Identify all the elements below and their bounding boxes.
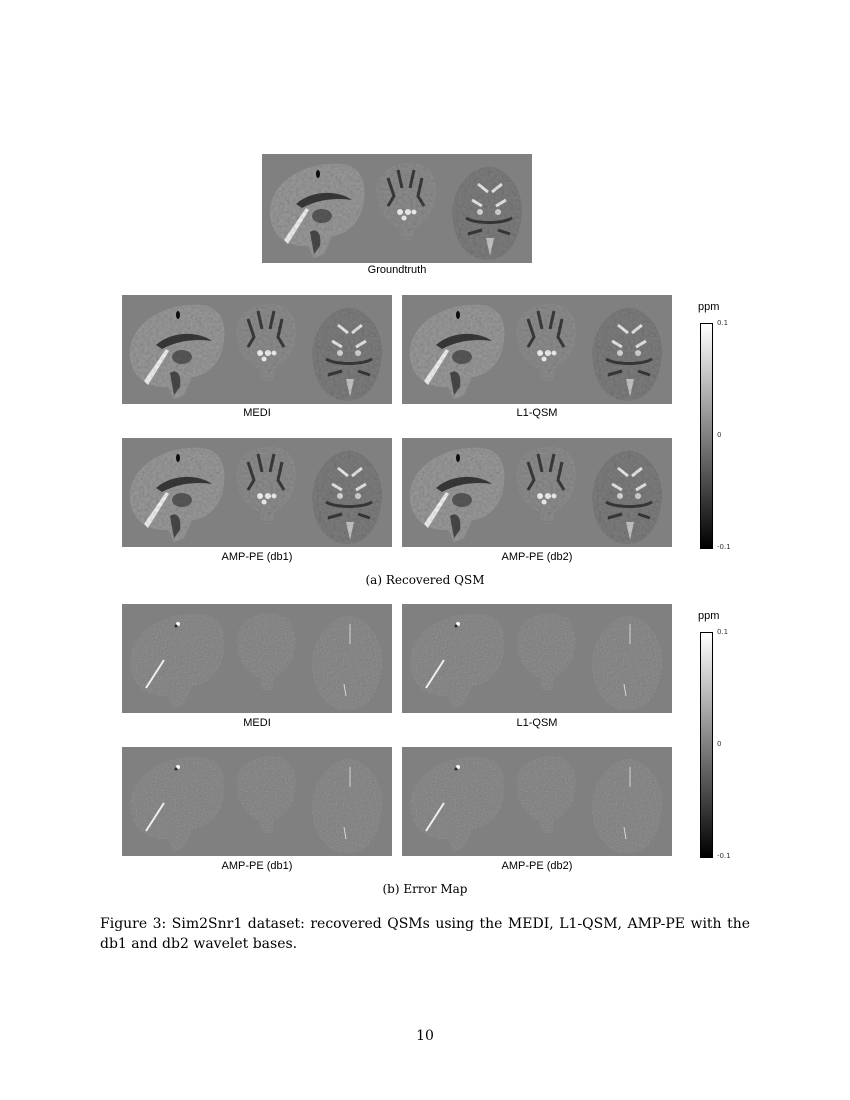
figure-caption: Figure 3: Sim2Snr1 dataset: recovered QSMs using the MEDI, L1-QSM, AMP-PE with the db1 and db2 wavelet bases. bbox=[100, 916, 750, 952]
ampdb1-error-label: AMP-PE (db1) bbox=[221, 860, 293, 872]
ampdb1-recovered-image bbox=[122, 438, 392, 547]
error-slices bbox=[402, 604, 672, 713]
l1qsm-recovered-image bbox=[402, 295, 672, 404]
l1qsm-error-label: L1-QSM bbox=[516, 717, 558, 729]
error-slices bbox=[402, 747, 672, 856]
subcaption-a: (a) Recovered QSM bbox=[365, 573, 485, 587]
brain-slices bbox=[122, 295, 392, 404]
brain-slices bbox=[402, 438, 672, 547]
ampdb1-recovered-label: AMP-PE (db1) bbox=[221, 551, 293, 563]
ampdb2-recovered-label: AMP-PE (db2) bbox=[501, 551, 573, 563]
colorbar-b-tick-max: 0.1 bbox=[717, 628, 729, 636]
ampdb2-error-label: AMP-PE (db2) bbox=[501, 860, 573, 872]
brain-slices bbox=[262, 154, 532, 263]
colorbar-b bbox=[700, 632, 713, 858]
colorbar-a bbox=[700, 323, 713, 549]
colorbar-b-tick-zero: 0 bbox=[717, 740, 722, 748]
medi-recovered-image bbox=[122, 295, 392, 404]
l1qsm-recovered-label: L1-QSM bbox=[516, 407, 558, 419]
error-slices bbox=[122, 747, 392, 856]
colorbar-a-tick-max: 0.1 bbox=[717, 319, 729, 327]
groundtruth-label: Groundtruth bbox=[367, 264, 427, 276]
colorbar-b-tick-min: -0.1 bbox=[717, 852, 731, 860]
groundtruth-image bbox=[262, 154, 532, 263]
ampdb2-recovered-image bbox=[402, 438, 672, 547]
error-slices bbox=[122, 604, 392, 713]
colorbar-unit-b: ppm bbox=[698, 610, 720, 622]
brain-slices bbox=[122, 438, 392, 547]
ampdb2-error-image bbox=[402, 747, 672, 856]
subcaption-b: (b) Error Map bbox=[382, 882, 468, 896]
medi-error-label: MEDI bbox=[243, 717, 271, 729]
medi-recovered-label: MEDI bbox=[243, 407, 271, 419]
medi-error-image bbox=[122, 604, 392, 713]
ampdb1-error-image bbox=[122, 747, 392, 856]
page-number: 10 bbox=[416, 1028, 434, 1044]
l1qsm-error-image bbox=[402, 604, 672, 713]
colorbar-a-tick-zero: 0 bbox=[717, 431, 722, 439]
colorbar-unit-a: ppm bbox=[698, 301, 720, 313]
colorbar-a-tick-min: -0.1 bbox=[717, 543, 731, 551]
brain-slices bbox=[402, 295, 672, 404]
